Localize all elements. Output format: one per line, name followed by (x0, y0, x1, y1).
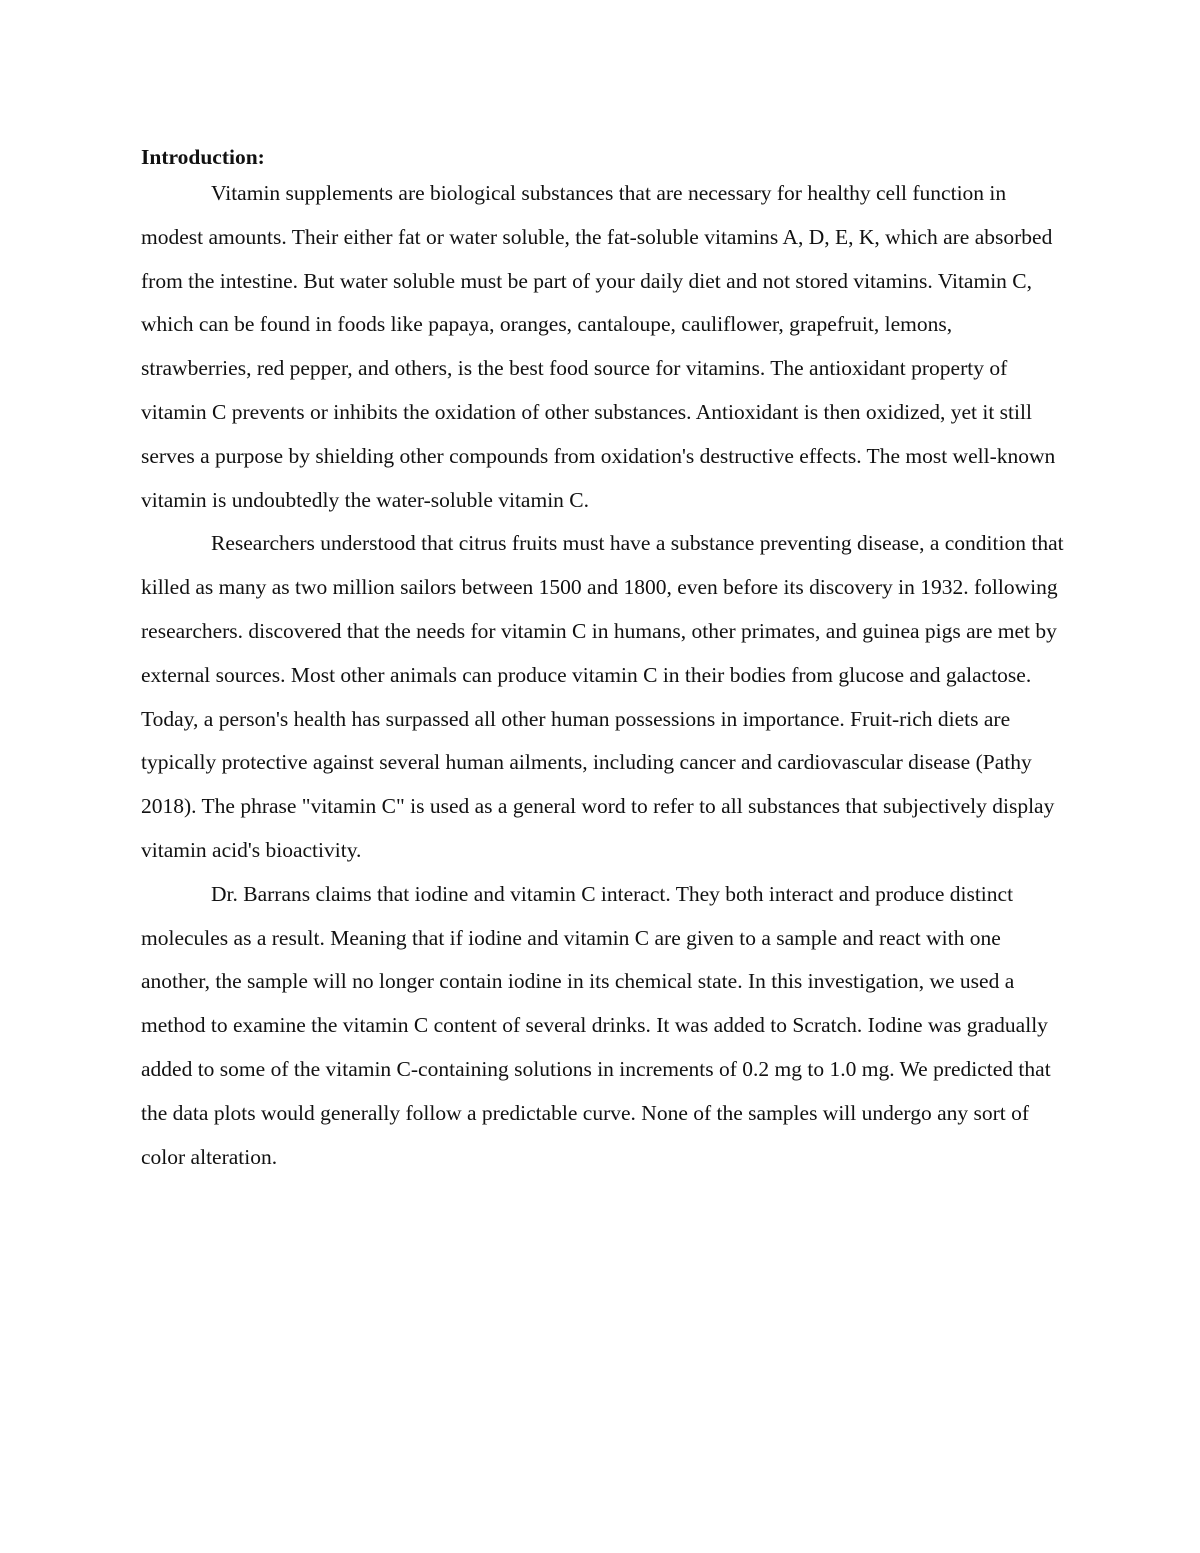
document-body (141, 142, 1066, 1179)
paragraph-1: Vitamin supplements are biological substances that are necessary for healthy cell function in modest amounts. Their either fat or water soluble, the fat-soluble vitamins A, D, E, K, which are absorbed from the intestine. But water soluble must be part of your daily diet and not stored vitamins. Vitamin C, which can be found in foods like papaya, oranges, cantaloupe, cauliflower, grapefruit, lemons, strawberries, red pepper, and others, is the best food source for vitamins. The antioxidant property of vitamin C prevents or inhibits the oxidation of other substances. Antioxidant is then oxidized, yet it still serves a purpose by shielding other compounds from oxidation's destructive effects. The most well-known vitamin is undoubtedly the water-soluble vitamin C. (141, 181, 1056, 512)
section-heading: Introduction: (141, 145, 265, 169)
paragraph-3: Dr. Barrans claims that iodine and vitamin C interact. They both interact and produce distinct molecules as a result. Meaning that if iodine and vitamin C are given to a sample and react with one another, the sample will no longer contain iodine in its chemical state. In this investigation, we used a method to examine the vitamin C content of several drinks. It was added to Scratch. Iodine was gradually added to some of the vitamin C-containing solutions in increments of 0.2 mg to 1.0 mg. We predicted that the data plots would generally follow a predictable curve. None of the samples will undergo any sort of color alteration. (141, 881, 1051, 1169)
paragraph-2: Researchers understood that citrus fruits must have a substance preventing disease, a condition that killed as many as two million sailors between 1500 and 1800, even before its discovery in 1932. following researchers. discovered that the needs for vitamin C in humans, other primates, and guinea pigs are met by external sources. Most other animals can produce vitamin C in their bodies from glucose and galactose. Today, a person's health has surpassed all other human possessions in importance. Fruit-rich diets are typically protective against several human ailments, including cancer and cardiovascular disease (Pathy 2018). The phrase "vitamin C" is used as a general word to refer to all substances that subjectively display vitamin acid's bioactivity. (141, 531, 1064, 862)
